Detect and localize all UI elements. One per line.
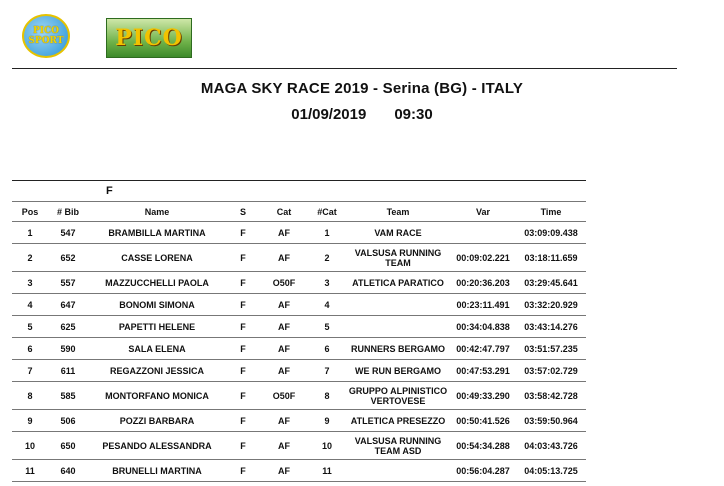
cell-name: BONOMI SIMONA: [88, 294, 226, 316]
cell-cat: O50F: [260, 382, 308, 410]
cell-team: ATLETICA PARATICO: [346, 272, 450, 294]
cell-time: 03:57:02.729: [516, 360, 586, 382]
cell-cat: AF: [260, 460, 308, 482]
cell-time: 03:43:14.276: [516, 316, 586, 338]
cell-name: REGAZZONI JESSICA: [88, 360, 226, 382]
cell-pos: 4: [12, 294, 48, 316]
cell-bib: 590: [48, 338, 88, 360]
cell-cat-pos: 1: [308, 222, 346, 244]
col-header-name: Name: [88, 202, 226, 222]
cell-team: GRUPPO ALPINISTICO VERTOVESE: [346, 382, 450, 410]
col-header-bib: # Bib: [48, 202, 88, 222]
cell-cat-pos: 6: [308, 338, 346, 360]
col-header-team: Team: [346, 202, 450, 222]
cell-pos: 8: [12, 382, 48, 410]
cell-sex: F: [226, 338, 260, 360]
cell-cat-pos: 10: [308, 432, 346, 460]
cell-team: [346, 316, 450, 338]
cell-sex: F: [226, 410, 260, 432]
cell-var: 00:56:04.287: [450, 460, 516, 482]
cell-sex: F: [226, 222, 260, 244]
cell-var: 00:42:47.797: [450, 338, 516, 360]
cell-time: 03:51:57.235: [516, 338, 586, 360]
cell-sex: F: [226, 360, 260, 382]
cell-pos: 1: [12, 222, 48, 244]
cell-cat: AF: [260, 222, 308, 244]
col-header-cat: Cat: [260, 202, 308, 222]
column-header-row: [12, 202, 586, 222]
cell-bib: 547: [48, 222, 88, 244]
cell-pos: 11: [12, 460, 48, 482]
result-row: [12, 460, 586, 482]
cell-var: 00:49:33.290: [450, 382, 516, 410]
cell-time: 03:09:09.438: [516, 222, 586, 244]
cell-sex: F: [226, 316, 260, 338]
cell-name: MAZZUCCHELLI PAOLA: [88, 272, 226, 294]
cell-time: 03:32:20.929: [516, 294, 586, 316]
cell-pos: 7: [12, 360, 48, 382]
race-date: 01/09/2019: [291, 106, 367, 123]
col-header-pos: Pos: [12, 202, 48, 222]
race-time: 09:30: [394, 106, 433, 123]
cell-cat-pos: 5: [308, 316, 346, 338]
result-row: [12, 294, 586, 316]
cell-name: PESANDO ALESSANDRA: [88, 432, 226, 460]
cell-var: 00:34:04.838: [450, 316, 516, 338]
results-table: [12, 180, 586, 482]
cell-team: [346, 294, 450, 316]
result-row: [12, 432, 586, 460]
cell-team: VALSUSA RUNNING TEAM ASD: [346, 432, 450, 460]
cell-sex: F: [226, 294, 260, 316]
category-row: [12, 181, 586, 202]
result-row: [12, 244, 586, 272]
logo-text: PICO: [115, 25, 183, 51]
cell-bib: 640: [48, 460, 88, 482]
cell-pos: 3: [12, 272, 48, 294]
cell-sex: F: [226, 432, 260, 460]
cell-cat: AF: [260, 432, 308, 460]
cell-time: 03:18:11.659: [516, 244, 586, 272]
cell-team: WE RUN BERGAMO: [346, 360, 450, 382]
cell-cat-pos: 9: [308, 410, 346, 432]
cell-name: BRAMBILLA MARTINA: [88, 222, 226, 244]
cell-pos: 6: [12, 338, 48, 360]
result-row: [12, 338, 586, 360]
cell-name: BRUNELLI MARTINA: [88, 460, 226, 482]
cell-cat-pos: 2: [308, 244, 346, 272]
cell-pos: 5: [12, 316, 48, 338]
category-label: F: [88, 181, 586, 202]
cell-cat: AF: [260, 316, 308, 338]
cell-team: VALSUSA RUNNING TEAM: [346, 244, 450, 272]
cell-cat-pos: 4: [308, 294, 346, 316]
col-header-time: Time: [516, 202, 586, 222]
cell-var: 00:50:41.526: [450, 410, 516, 432]
logo-text-line1: PICO: [33, 26, 59, 36]
cell-var: 00:47:53.291: [450, 360, 516, 382]
cell-name: POZZI BARBARA: [88, 410, 226, 432]
result-row: [12, 316, 586, 338]
result-row: [12, 382, 586, 410]
cell-cat: AF: [260, 410, 308, 432]
cell-pos: 9: [12, 410, 48, 432]
cell-name: SALA ELENA: [88, 338, 226, 360]
result-row: [12, 272, 586, 294]
cell-bib: 506: [48, 410, 88, 432]
cell-sex: F: [226, 272, 260, 294]
race-title: MAGA SKY RACE 2019 - Serina (BG) - ITALY: [200, 80, 524, 97]
cell-sex: F: [226, 382, 260, 410]
result-row: [12, 360, 586, 382]
col-header-sex: S: [226, 202, 260, 222]
cell-cat: O50F: [260, 272, 308, 294]
cell-var: 00:20:36.203: [450, 272, 516, 294]
cell-bib: 652: [48, 244, 88, 272]
cell-sex: F: [226, 460, 260, 482]
header-divider: [12, 68, 677, 69]
cell-bib: 611: [48, 360, 88, 382]
cell-team: ATLETICA PRESEZZO: [346, 410, 450, 432]
cell-time: 03:59:50.964: [516, 410, 586, 432]
result-row: [12, 222, 586, 244]
cell-time: 04:05:13.725: [516, 460, 586, 482]
cell-bib: 647: [48, 294, 88, 316]
cell-name: MONTORFANO MONICA: [88, 382, 226, 410]
cell-time: 04:03:43.726: [516, 432, 586, 460]
cell-cat-pos: 8: [308, 382, 346, 410]
cell-team: [346, 460, 450, 482]
cell-cat-pos: 7: [308, 360, 346, 382]
cell-pos: 2: [12, 244, 48, 272]
cell-time: 03:58:42.728: [516, 382, 586, 410]
cell-cat: AF: [260, 360, 308, 382]
cell-var: [450, 222, 516, 244]
cell-cat-pos: 3: [308, 272, 346, 294]
col-header-cat-pos: #Cat: [308, 202, 346, 222]
cell-time: 03:29:45.641: [516, 272, 586, 294]
cell-bib: 585: [48, 382, 88, 410]
cell-name: PAPETTI HELENE: [88, 316, 226, 338]
cell-var: 00:23:11.491: [450, 294, 516, 316]
cell-team: RUNNERS BERGAMO: [346, 338, 450, 360]
result-row: [12, 410, 586, 432]
cell-var: 00:09:02.221: [450, 244, 516, 272]
cell-cat: AF: [260, 244, 308, 272]
cell-cat: AF: [260, 294, 308, 316]
cell-cat-pos: 11: [308, 460, 346, 482]
cell-bib: 625: [48, 316, 88, 338]
cell-bib: 557: [48, 272, 88, 294]
col-header-var: Var: [450, 202, 516, 222]
cell-sex: F: [226, 244, 260, 272]
cell-cat: AF: [260, 338, 308, 360]
cell-pos: 10: [12, 432, 48, 460]
cell-var: 00:54:34.288: [450, 432, 516, 460]
pico-sport-logo: [22, 14, 70, 58]
cell-team: VAM RACE: [346, 222, 450, 244]
pico-logo: [106, 18, 192, 58]
race-datetime: [0, 106, 724, 123]
logo-text-line2: SPORT: [28, 36, 64, 46]
cell-bib: 650: [48, 432, 88, 460]
cell-name: CASSE LORENA: [88, 244, 226, 272]
